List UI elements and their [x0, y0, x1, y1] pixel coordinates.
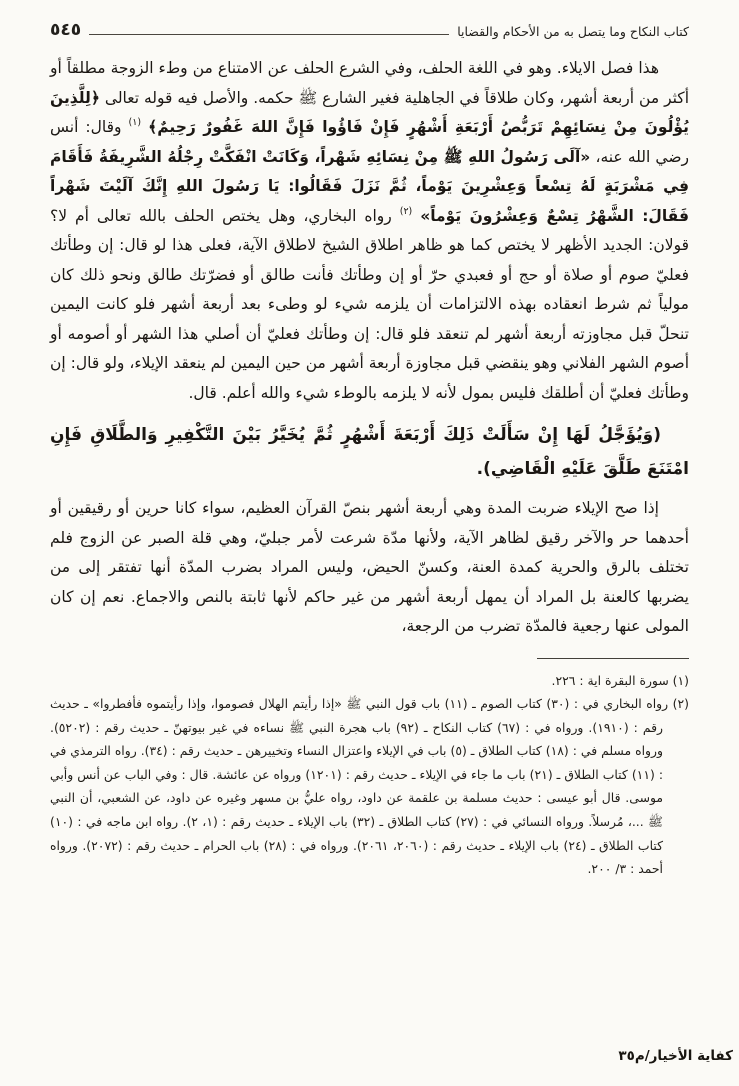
- footnote-ref-2: (٢): [399, 205, 413, 217]
- paragraph-commentary: إذا صح الإيلاء ضربت المدة وهي أربعة أشهر بنصّ القرآن العظيم، سواء كانا حرين أو رقيقين أو أحدهما حر والآخر رقيق لظاهر الآية، ولأنها مدّة شرعت لأمر جبليّ، وهي قلة الصبر عن الزوج فلم تختلف بالرق والحرية كمدة العنة، وكسنّ الحيض، وليس المراد بضرب المدّة أنها تفتقر إلى من يضربها كالعنة بل المراد أن يمهل أربعة أشهر من غير حاكم لأنها ثابتة بالنص والاجماع. نعم إن كان المولى عنها رجعية فالمدّة تضرب من الرجعة،: [50, 499, 689, 635]
- paragraph-ila-definition: [50, 54, 689, 408]
- page-body: [50, 54, 689, 642]
- page-number: ٥٤٥: [50, 20, 82, 40]
- footnotes-section: [50, 669, 689, 881]
- footnote-ref-1: (١): [128, 117, 142, 128]
- quran-verse: ﴿لِلَّذِينَ يُؤْلُونَ مِنْ نِسَائِهِمْ تَرَبُّصُ أَرْبَعَةِ أَشْهُرٍ فَإِنْ فَاؤُوا فَإِنَّ اللهَ غَفُورٌ رَحِيمٌ﴾: [50, 88, 689, 136]
- body-text-intro: هذا فصل الايلاء. وهو في اللغة الحلف، وفي الشرع الحلف عن الامتناع من وطء الزوجة مطلقاً أو أكثر من أربعة أشهر، وكان طلاقاً في الجاهلية فغير الشارع ﷺ حكمه. والأصل فيه قوله تعالى: [50, 59, 689, 107]
- page-header: [50, 20, 689, 40]
- header-rule: [89, 34, 449, 35]
- chapter-title: كتاب النكاح وما يتصل به من الأحكام والقضايا: [457, 24, 689, 39]
- body-text-mid: وقال: أنس رضي الله عنه،: [50, 118, 689, 166]
- book-footer: كفاية الأخيار/م٣٥: [618, 1048, 733, 1064]
- matn-text: (وَيُؤَجَّلُ لَهَا إِنْ سَأَلَتْ ذَلِكَ أَرْبَعَةَ أَشْهُرٍ ثُمَّ يُخَيَّرُ بَيْنَ التَّكْفِيرِ وَالطَّلَاقِ فَإِنِ امْتَنَعَ طَلَّقَ عَلَيْهِ الْقَاضِي).: [50, 425, 689, 479]
- body-text-rest: رواه البخاري، وهل يختص الحلف بالله تعالى أم لا؟ قولان: الجديد الأظهر لا يختص كما هو ظاهر اطلاق الشيخ لاطلاق الآية، فعلى هذا لو قال: إن وطأتك فعليّ صوم أو صلاة أو حج أو فعبدي حرّ أو إن وطأتك فأنت طالق أو فضرّتك طالق ونحو ذلك كان مولياً ثم شرط انعقاده بهذه الالتزامات أن يلزمه شيء لو وطىء بعد أربعة أشهر فلو كانت اليمين تنحلّ قبل مجاوزته أربعة أشهر لم تنعقد فلو قال: إن وطأتك فعليّ أن أصلي هذا الشهر أو أصومه أو أصوم الشهر الفلاني وهو ينقضي قبل مجاوزة أربعة أشهر من حين اليمين لم ينعقد الإيلاء، ولو قال: إن وطأتك فعليّ أن أطلقك فليس بمول لأنه لا يلزمه بالوطء شيء والله أعلم. قال.: [50, 206, 689, 402]
- footnote-1: (١) سورة البقرة اية : ٢٢٦.: [551, 672, 689, 688]
- footnote-2: (٢) رواه البخاري في : (٣٠) كتاب الصوم ـ (١١) باب قول النبي ﷺ «إذا رأيتم الهلال فصوموا، وإذا رأيتموه فأفطروا» ـ حديث رقم : (١٩١٠). ورواه في : (٦٧) كتاب النكاح ـ (٩٢) باب هجرة النبي ﷺ نساءه في غير بيوتهنّ ـ حديث رقم : (٥٢٠٢). ورواه مسلم في : (١٨) كتاب الطلاق ـ (٥) باب في الإيلاء واعتزال النساء وتخييرهن ـ حديث رقم : (٣٤). رواه الترمذي في : (١١) كتاب الطلاق ـ (٢١) باب ما جاء في الإيلاء ـ حديث رقم : (١٢٠١) ورواه عن عائشة. قال : وفي الباب عن أنس وأبي موسى. قال أبو عيسى : حديث مسلمة بن علقمة عن داود، رواه عليُّ بن مسهر وغيره عن داود، عن الشعبي، أن النبي ﷺ ...، مُرسلاً. ورواه النسائي في : (٢٧) كتاب الطلاق ـ (٣٢) باب الإيلاء ـ حديث رقم : (١، ٢). رواه ابن ماجه في : (١٠) كتاب الطلاق ـ (٢٤) باب الإيلاء ـ حديث رقم : (٢٠٦٠، ٢٠٦١). ورواه في : (٢٨) باب الحرام ـ حديث رقم : (٢٠٧٢). ورواه أحمد : ٣/ ٢٠٠.: [50, 696, 689, 877]
- hadith-quote: «آلَى رَسُولُ اللهِ ﷺ مِنْ نِسَائِهِ شَهْراً، وَكَانَتْ انْفَكَّتْ رِجْلُهُ الشَّرِيفَةُ فَأَقَامَ فِي مَشْرَبَةٍ لَهُ تِسْعاً وَعِشْرِينَ يَوْماً، ثُمَّ نَزَلَ فَقَالُوا: يَا رَسُولَ اللهِ إِنَّكَ آلَيْتَ شَهْراً فَقَالَ: الشَّهْرُ تِسْعٌ وَعِشْرُونَ يَوْماً»: [50, 147, 689, 225]
- footnote-separator: [537, 658, 689, 659]
